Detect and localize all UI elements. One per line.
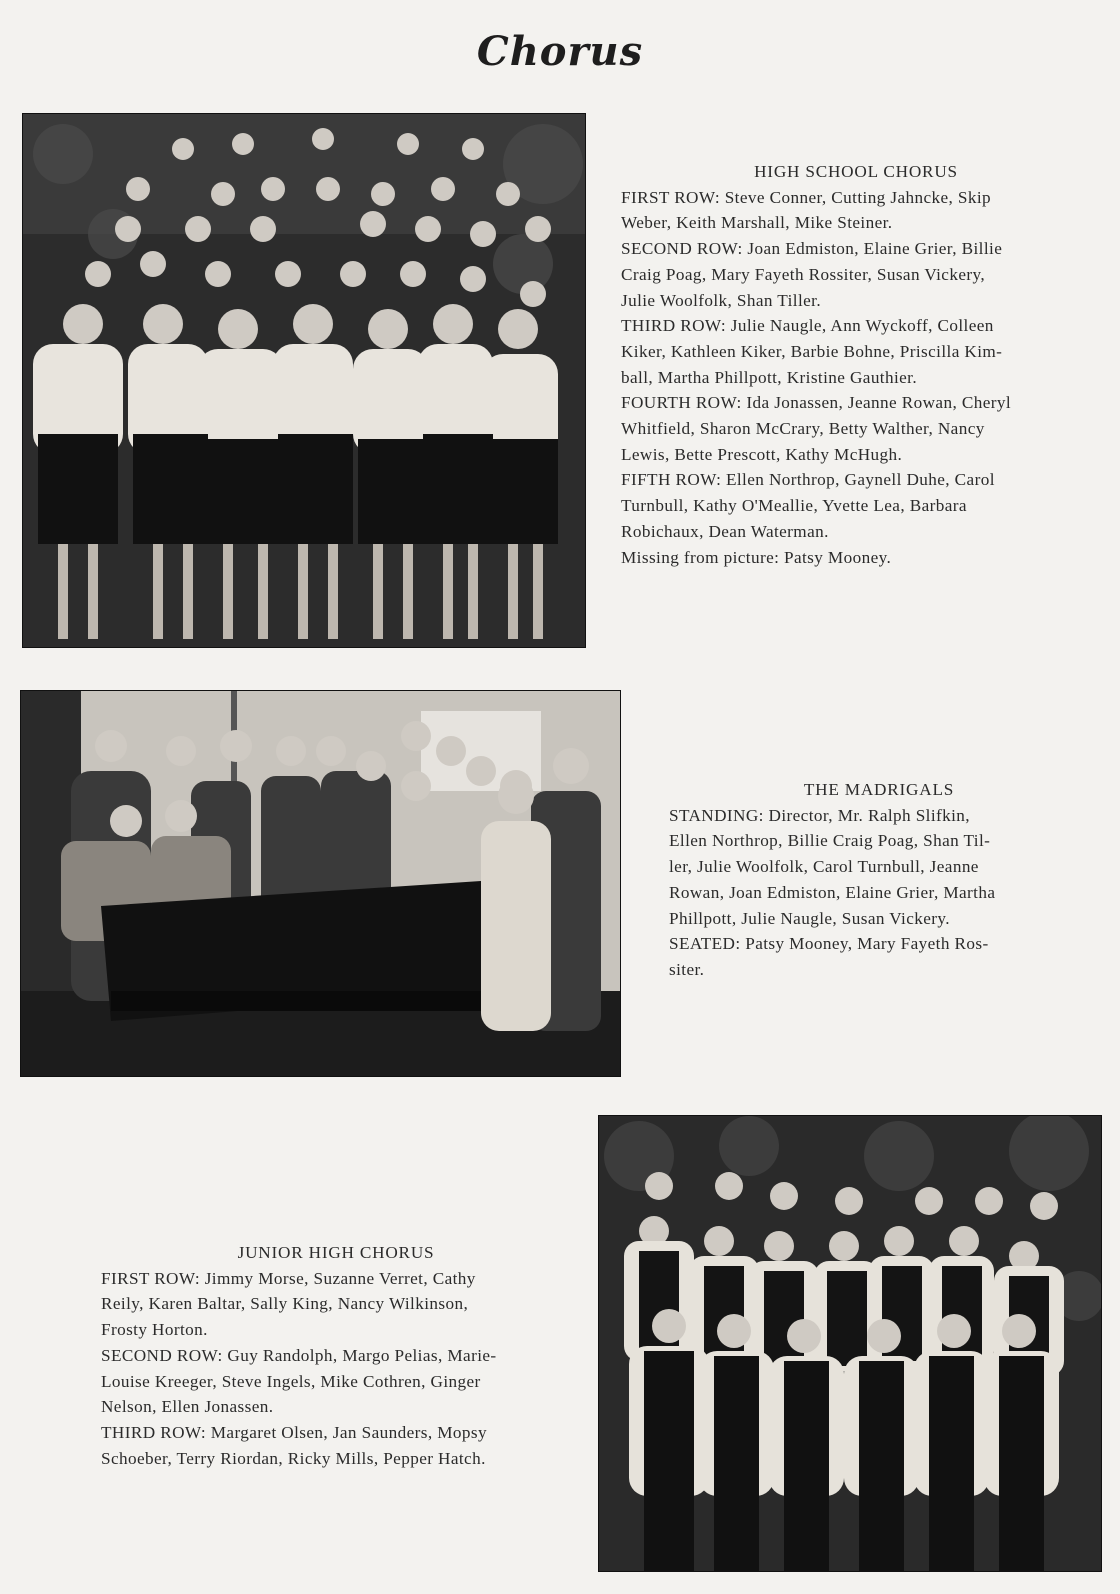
page-title: Chorus (476, 28, 644, 75)
caption-line: Schoeber, Terry Riordan, Ricky Mills, Pepper Hatch. (101, 1448, 486, 1468)
caption-line: FIRST ROW: Steve Conner, Cutting Jahncke, Skip (621, 187, 992, 207)
madrigals-photo (20, 690, 621, 1077)
caption-line: Nelson, Ellen Jonassen. (101, 1397, 274, 1417)
caption-line: FIRST ROW: Jimmy Morse, Suzanne Verret, Cathy (101, 1268, 476, 1288)
caption-line: Ellen Northrop, Billie Craig Poag, Shan Til- (669, 831, 991, 851)
caption-line: STANDING: Director, Mr. Ralph Slifkin, (669, 805, 970, 825)
caption-line: Frosty Horton. (101, 1320, 208, 1340)
caption-heading: JUNIOR HIGH CHORUS (237, 1243, 435, 1262)
caption-line: SEATED: Patsy Mooney, Mary Fayeth Ros- (669, 934, 989, 954)
caption-heading: HIGH SCHOOL CHORUS (754, 162, 958, 181)
high-school-chorus-photo (22, 113, 586, 648)
caption-line: Rowan, Joan Edmiston, Elaine Grier, Martha (669, 882, 996, 902)
junior-high-chorus-photo (598, 1115, 1102, 1572)
caption-line: Lewis, Bette Prescott, Kathy McHugh. (621, 444, 903, 464)
caption-line: Craig Poag, Mary Fayeth Rossiter, Susan Vickery, (621, 264, 986, 284)
caption-line: SECOND ROW: Joan Edmiston, Elaine Grier, Billie (621, 239, 1003, 259)
caption-line: Whitfield, Sharon McCrary, Betty Walther, Nancy (621, 419, 985, 439)
junior-high-chorus-caption (101, 1240, 571, 1471)
caption-line: THIRD ROW: Julie Naugle, Ann Wyckoff, Colleen (621, 316, 994, 336)
caption-line: THIRD ROW: Margaret Olsen, Jan Saunders, Mopsy (101, 1422, 487, 1442)
caption-line: Turnbull, Kathy O'Meallie, Yvette Lea, Barbara (621, 496, 967, 516)
caption-line: Weber, Keith Marshall, Mike Steiner. (621, 213, 893, 233)
caption-line: Louise Kreeger, Steve Ingels, Mike Cothren, Ginger (101, 1371, 481, 1391)
high-school-chorus-caption (621, 159, 1091, 570)
caption-line: ler, Julie Woolfolk, Carol Turnbull, Jeanne (669, 857, 979, 877)
caption-line: ball, Martha Phillpott, Kristine Gauthier. (621, 367, 918, 387)
caption-line: SECOND ROW: Guy Randolph, Margo Pelias, Marie- (101, 1345, 497, 1365)
caption-line: Missing from picture: Patsy Mooney. (621, 547, 892, 567)
caption-line: Kiker, Kathleen Kiker, Barbie Bohne, Priscilla Kim- (621, 341, 1003, 361)
caption-line: Reily, Karen Baltar, Sally King, Nancy Wilkinson, (101, 1294, 469, 1314)
madrigals-caption (669, 777, 1089, 983)
caption-line: FOURTH ROW: Ida Jonassen, Jeanne Rowan, Cheryl (621, 393, 1012, 413)
caption-line: Robichaux, Dean Waterman. (621, 521, 829, 541)
caption-line: siter. (669, 959, 705, 979)
caption-heading: THE MADRIGALS (803, 780, 955, 799)
caption-line: FIFTH ROW: Ellen Northrop, Gaynell Duhe, Carol (621, 470, 995, 490)
caption-line: Phillpott, Julie Naugle, Susan Vickery. (669, 908, 950, 928)
caption-line: Julie Woolfolk, Shan Tiller. (621, 290, 822, 310)
